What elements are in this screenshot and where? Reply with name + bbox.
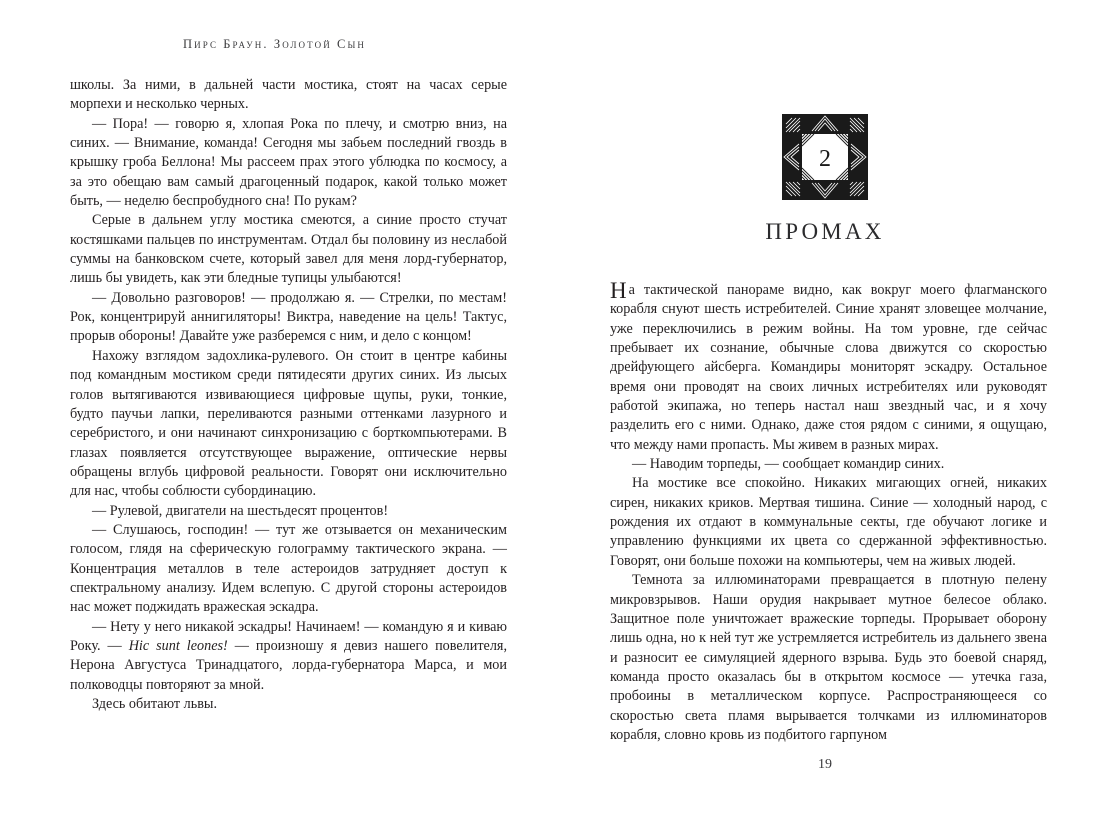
chapter-number: 2 — [819, 146, 831, 172]
paragraph: — Рулевой, двигатели на шестьдесят процентов! — [92, 502, 389, 519]
page-number: 19 — [818, 757, 832, 772]
right-page — [550, 0, 1100, 825]
latin-motto: Hic sunt leones! — [128, 637, 228, 654]
paragraph: — Довольно разговоров! — продолжаю я. — Стрелки, по местам! Рок, концентрируй аннигиляторы! Виктра, наведение на цель! Тактус, прорыв обороны! Давайте уже разберемся с ним, и дело с концом! — [70, 289, 507, 345]
running-head: Пирс Браун. Золотой Сын — [183, 37, 367, 51]
paragraph-with-latin-motto — [70, 618, 507, 695]
paragraph: На мостике все спокойно. Никаких мигающих огней, никаких сирен, никаких криков. Мертвая тишина. Синие — холодный народ, с рождения их отдают в коммунальные секты, где обучают логике и управлению функциями их цвета со сдержанной эффективностью. Говорят, они больше похожи на компьютеры, чем на живых людей. — [610, 475, 1047, 569]
paragraph: — Слушаюсь, господин! — тут же отзывается он механическим голосом, глядя на сферическую голограмму тактического экрана. — Концентрация металлов в теле астероидов затрудняет доступ к спектральному анализу. Идем вслепую. С другой стороны астероидов нас может поджидать вражеская эскадра. — [70, 521, 507, 616]
paragraph: — Наводим торпеды, — сообщает командир синих. — [632, 456, 945, 473]
paragraph: Серые в дальнем углу мостика смеются, а синие просто стучат костяшками пальцев по инструментам. Отдал бы половину из неслабой суммы на банковском счете, который завел для меня лорд-губернатор, лишь бы увидеть, как эти бледные тупицы улыбаются! — [70, 212, 507, 287]
paragraph: Здесь обитают львы. — [92, 696, 217, 712]
left-text-block — [70, 76, 507, 714]
chapter-number-ornament — [782, 114, 868, 200]
paragraph: Темнота за иллюминаторами превращается в плотную пелену микровзрывов. Наши орудия накрывает мутное белесое облако. Защитное поле уничтожает вражеские торпеды. Прорывает оборону лишь одна, но к ней тут же устремляется истребитель из дальнего звена и разносит ее симуляцией ядерного взрыва. Будь это боевой снаряд, команда просто оказалась бы в открытом космосе — утечка газа, пробоины в металлическом корпусе. Распространяющееся со скоростью света пламя вырывается толчками из иллюминаторов корабля, словно кровь из подбитого гарпуном — [610, 572, 1047, 743]
motto-trailing-text: — произношу я девиз нашего повелителя, Нерона Августуса Тринадцатого, лорда-губернатора Марса, и мои полководцы повторяют за мной. — [70, 637, 507, 693]
art-deco-frame-icon — [782, 114, 868, 200]
opening-paragraph — [610, 278, 1047, 455]
motto-lead-in: — Нету у него никакой эскадры! Начинаем! — командую я и киваю Року. — — [70, 618, 507, 654]
drop-cap: Н — [610, 278, 627, 303]
chapter-title: ПРОМАХ — [765, 219, 885, 244]
paragraph: Нахожу взглядом задохлика-рулевого. Он стоит в центре кабины под командным мостиком среди пятидесяти других синих. Из лысых голов вытягиваются извивающиеся цифровые щупы, руки, тонкие, будто паучьи лапки, переливаются разными оттенками лазурного и серебристого, и они начинают синхронизацию с борткомпьютерами. В глазах появляется отсутствующее выражение, оптические нервы обращены вглубь цифровой реальности. Говорят они исключительно для нас, чтобы соблюсти субординацию. — [70, 347, 507, 500]
right-text-block — [610, 278, 1047, 745]
paragraph: школы. За ними, в дальней части мостика, стоят на часах серые морпехи и несколько черных. — [70, 77, 507, 113]
opening-paragraph-text: а тактической панораме видно, как вокруг моего флагманского корабля снуют шесть истребителей. Синие хранят зловещее молчание, уже переключились в режим войны. На том уровне, где сейчас пребывает их сознание, обычные слова движутся со скоростью дрейфующего айсберга. Командиры мониторят эскадру. Остальное время они проводят на своих личных истребителях или руководят работой экипажа, но теперь настал наш звездный час, и я хочу разделить его с ними. Однако, даже стоя рядом с синими, я ощущаю, что между нами пропасть. Мы живем в разных мирах. — [610, 282, 1047, 453]
paragraph: — Пора! — говорю я, хлопая Рока по плечу, и смотрю вниз, на синих. — Внимание, команда! Сегодня мы забьем последний гвоздь в крышку гроба Беллона! Мы рассеем прах этого ублюдка по космосу, а за это обещаю вам самый драгоценный подарок, какой только может быть, — неделю беспробудного сна! По рукам? — [70, 115, 507, 210]
